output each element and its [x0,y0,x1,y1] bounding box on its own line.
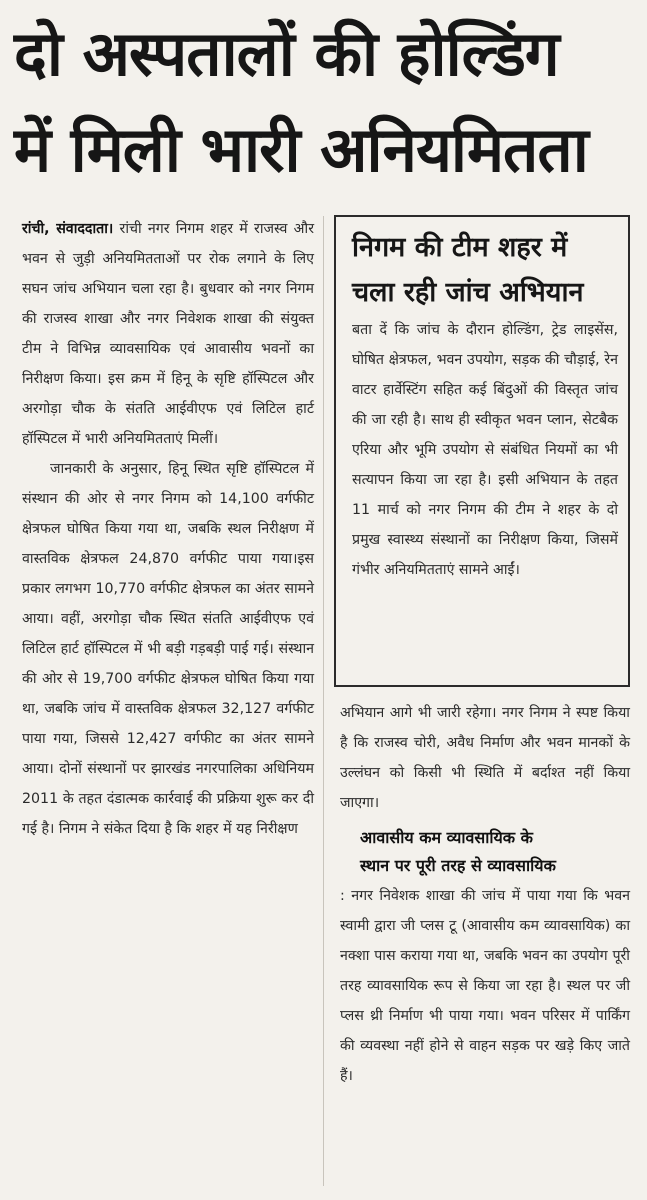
sidebar-box-title-line-2: चला रही जांच अभियान [352,277,584,308]
sidebar-box-body: बता दें कि जांच के दौरान होल्डिंग, ट्रेड लाइसेंस, घोषित क्षेत्रफल, भवन उपयोग, सड़क की चौड़ाई, रेन वाटर हार्वेस्टिंग सहित कई बिंदुओं की विस्तृत जांच की जा रही है। साथ ही स्वीकृत भवन प्लान, सेटबैक एरिया और भूमि उपयोग से संबंधित नियमों का भी सत्यापन किया जा रहा है। इसी अभियान के तहत 11 मार्च को नगर निगम की टीम ने शहर के दो प्रमुख स्वास्थ्य संस्थानों का निरीक्षण किया, जिसमें गंभीर अनियमितताएं सामने आईं। [352,322,618,578]
subheading-line-2: स्थान पर पूरी तरह से व्यावसायिक [360,856,556,875]
subheading-line-1: आवासीय कम व्यावसायिक के [360,828,533,847]
sidebar-box-title-line-1: निगम की टीम शहर में [352,232,568,263]
continuation-paragraph: अभियान आगे भी जारी रहेगा। नगर निगम ने स्पष्ट किया है कि राजस्व चोरी, अवैध निर्माण और भवन मानकों के उल्लंघन को किसी भी स्थिति में बर्दाश्त नहीं किया जाएगा। [340,705,630,811]
dateline: रांची, संवाददाता। [22,221,114,237]
headline-line-1: दो अस्पतालों की होल्डिंग [14,17,559,90]
sidebar-box-title [352,223,618,313]
column-divider [323,216,324,1186]
article-right-column [340,698,630,1091]
headline [14,6,634,198]
article-paragraph-1 [22,214,314,454]
headline-line-2: में मिली भारी अनियमितता [14,113,588,186]
article-paragraph-2: जानकारी के अनुसार, हिनू स्थित सृष्टि हॉस्पिटल में संस्थान की ओर से नगर निगम को 14,100 वर्गफीट क्षेत्रफल घोषित किया गया था, जबकि स्थल निरीक्षण में वास्तविक क्षेत्रफल 24,870 वर्गफीट पाया गया।इस प्रकार लगभग 10,770 वर्गफीट क्षेत्रफल का अंतर सामने आया। वहीं, अरगोड़ा चौक स्थित संतति आईवीएफ एवं लिटिल हार्ट हॉस्पिटल में भी बड़ी गड़बड़ी पाई गई। संस्थान की ओर से 19,700 वर्गफीट क्षेत्रफल घोषित किया गया था, जबकि जांच में वास्तविक क्षेत्रफल 32,127 वर्गफीट पाया गया, जिससे 12,427 वर्गफीट का अंतर सामने आया। दोनों संस्थानों पर झारखंड नगरपालिका अधिनियम 2011 के तहत दंडात्मक कार्रवाई की प्रक्रिया शुरू कर दी गई है। निगम ने संकेत दिया है कि शहर में यह निरीक्षण [22,461,314,837]
sidebar-box [334,215,630,687]
subheading [340,824,630,880]
article-paragraph-1-text: रांची नगर निगम शहर में राजस्व और भवन से जुड़ी अनियमितताओं पर रोक लगाने के लिए सघन जांच अभियान चला रहा है। बुधवार को नगर निगम की राजस्व शाखा और नगर निवेशक शाखा की संयुक्त टीम ने विभिन्न व्यावसायिक एवं आवासीय भवनों का निरीक्षण किया। इस क्रम में हिनू के सृष्टि हॉस्पिटल और अरगोड़ा चौक के संतति आईवीएफ एवं लिटिल हार्ट हॉस्पिटल में भारी अनियमितताएं मिलीं। [22,221,314,447]
subheading-paragraph: : नगर निवेशक शाखा की जांच में पाया गया कि भवन स्वामी द्वारा जी प्लस टू (आवासीय कम व्यावसायिक) का नक्शा पास कराया गया था, जबकि भवन का उपयोग पूरी तरह व्यावसायिक रूप से किया जा रहा है। स्थल पर जी प्लस थ्री निर्माण भी पाया गया। भवन परिसर में पार्किंग की व्यवस्था नहीं होने से वाहन सड़क पर खड़े किए जाते हैं। [340,888,630,1084]
article-left-column [22,214,314,844]
